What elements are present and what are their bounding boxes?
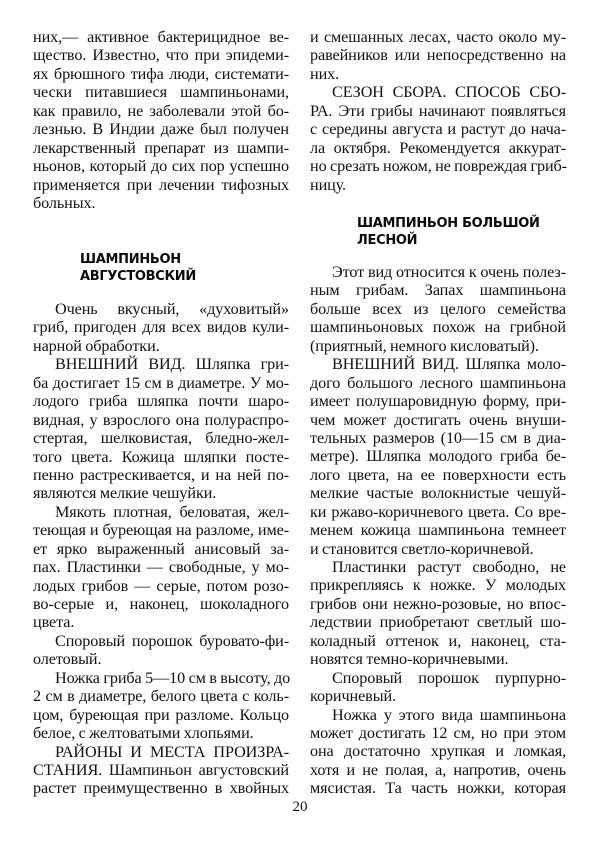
text-line: и смешанных лесах, часто около му- [310,28,566,46]
text-line: нарной обработки. [33,336,160,355]
text-line: являются мелкие чешуйки. [33,484,217,503]
text-line: метре). Шляпка молодого гриба бе- [310,447,566,466]
text-line: ВНЕШНИЙ ВИД. Шляпка моло- [332,355,566,374]
text-line: но срезать ножом, не повреждая гриб- [310,157,567,176]
text-line: того цвета. Кожица шляпки посте- [33,447,289,466]
text-line: 2 см в диаметре, белого цвета с коль- [33,687,289,706]
text-line: мелкие частые волокнистые чешуй- [310,484,566,503]
text-line: ях брюшного тифа люди, системати- [33,64,289,83]
text-line: Пластинки растут свободно, не [332,558,566,576]
page-number: 20 [292,799,308,815]
text-line: гриб, пригоден для всех видов кули- [33,318,289,337]
text-line: имеет полушаровидную форму, при- [310,392,566,411]
text-line: применяется при лечении тифозных [33,175,289,194]
text-line: и становится светло-коричневой. [310,539,534,558]
text-line: них. [310,64,340,83]
text-line: мясистая. Та часть ножки, которая [310,779,566,798]
section-heading-large-forest-champignon [357,215,540,249]
text-line: них,— активное бактерицидное ве- [33,28,289,46]
text-line: Ножка гриба 5—10 см в высоту, до [55,668,291,687]
text-line: ла октября. Рекомендуется аккурат- [310,138,566,157]
text-line: РА. Эти грибы начинают появляться [310,101,566,120]
text-line: коричневый. [310,687,397,706]
heading-line: ШАМПИНЬОН БОЛЬШОЙ [357,216,540,231]
text-line: чески питавшиеся шампиньонами, [33,83,289,102]
text-line: Мякоть плотная, беловатая, жел- [55,502,289,521]
text-line: во-серые и, наконец, шоколадного [33,595,289,613]
text-line: хотя и не полая, а, напротив, очень [310,760,566,779]
text-line: стертая, шелковистая, бледно-жел- [33,429,289,448]
text-line: лезнью. В Индии даже был получен [33,120,289,139]
text-line: Этот вид относится к очень полез- [332,263,566,281]
text-line: Споровый порошок пурпурно- [332,668,566,687]
heading-line: АВГУСТОВСКИЙ [80,269,196,284]
text-line: как правило, не заболевали этой бо- [33,101,289,120]
text-line: чем может достигать очень внуши- [310,410,566,429]
text-line: прикрепляясь к ножке. У молодых [310,576,566,595]
text-line: она достаточно хрупкая и ломкая, [310,742,566,761]
section-heading-august-champignon [80,251,196,285]
text-line: ет ярко выраженный анисовый за- [33,539,289,558]
text-line: теющая и буреющая на разломе, име- [33,521,289,540]
text-line: щество. Известно, что при эпидеми- [33,46,289,65]
text-line: Очень вкусный, «духовитый» [55,300,289,318]
text-line: цом, буреющая при разломе. Кольцо [33,705,289,724]
text-line: дого большого лесного шампиньона [310,373,566,392]
text-line: Ножка у этого вида шампиньона [332,705,566,724]
text-line: ба достигает 15 см в диаметре. У мо- [33,373,289,392]
text-line: грибов они нежно-розовые, но впос- [310,594,566,613]
text-line: менем кожица шампиньона темнеет [310,521,566,540]
text-line: с середины августа и растут до нача- [310,120,566,139]
text-line: коладный оттенок и, наконец, ста- [310,631,566,650]
heading-line: ЛЕСНОЙ [357,233,418,248]
text-line: лодых грибов — серые, потом розо- [33,576,289,595]
text-line: лого цвета, на ее поверхности есть [310,465,566,484]
text-line: тельных размеров (10—15 см в диа- [310,428,566,447]
right-continuation-text [310,28,566,194]
text-line: СТАНИЯ. Шампиньон августовский [33,760,289,779]
text-line: пах. Пластинки — свободные, у мо- [33,558,289,577]
text-line: лодого гриба шляпка почти шаро- [33,392,289,411]
text-line: ньонов, который до сих пор успешно [33,157,289,176]
text-line: больных. [33,193,96,212]
text-line: больше всех из целого семейства [310,299,566,318]
text-line: равейников или непосредственно на [310,46,566,65]
text-line: шампиньоновых похож на грибной [310,318,566,337]
text-line: лекарственный препарат из шампи- [33,138,289,157]
text-line: ледствии приобретают светлый шо- [310,613,566,632]
text-line: РАЙОНЫ И МЕСТА ПРОИЗРА- [55,742,289,761]
text-line: ницу. [310,175,347,194]
text-line: олетовый. [33,650,102,669]
left-body-text [33,300,289,798]
text-line: (приятный, немного кисловатый). [310,336,539,355]
text-line: цвета. [33,613,75,632]
text-line: белое, с желтоватыми хлопьями. [33,724,254,743]
heading-line: ШАМПИНЬОН [80,252,181,267]
text-line: СЕЗОН СБОРА. СПОСОБ СБО- [332,83,566,102]
right-body-text [310,263,566,798]
text-line: может достигать 12 см, но при этом [310,723,566,742]
text-line: пенно растрескивается, и на ней по- [33,465,289,484]
text-line: ВНЕШНИЙ ВИД. Шляпка гри- [55,355,289,374]
text-line: растет преимущественно в хвойных [33,779,289,798]
text-line: новятся темно-коричневыми. [310,650,509,669]
text-line: ным грибам. Запах шампиньона [310,281,566,300]
text-line: видная, у взрослого она полураспро- [33,410,289,429]
text-line: Споровый порошок буровато-фи- [55,631,289,650]
text-line: ки ржаво-коричневого цвета. Со вре- [310,502,566,521]
intro-continuation-paragraph [33,28,289,212]
